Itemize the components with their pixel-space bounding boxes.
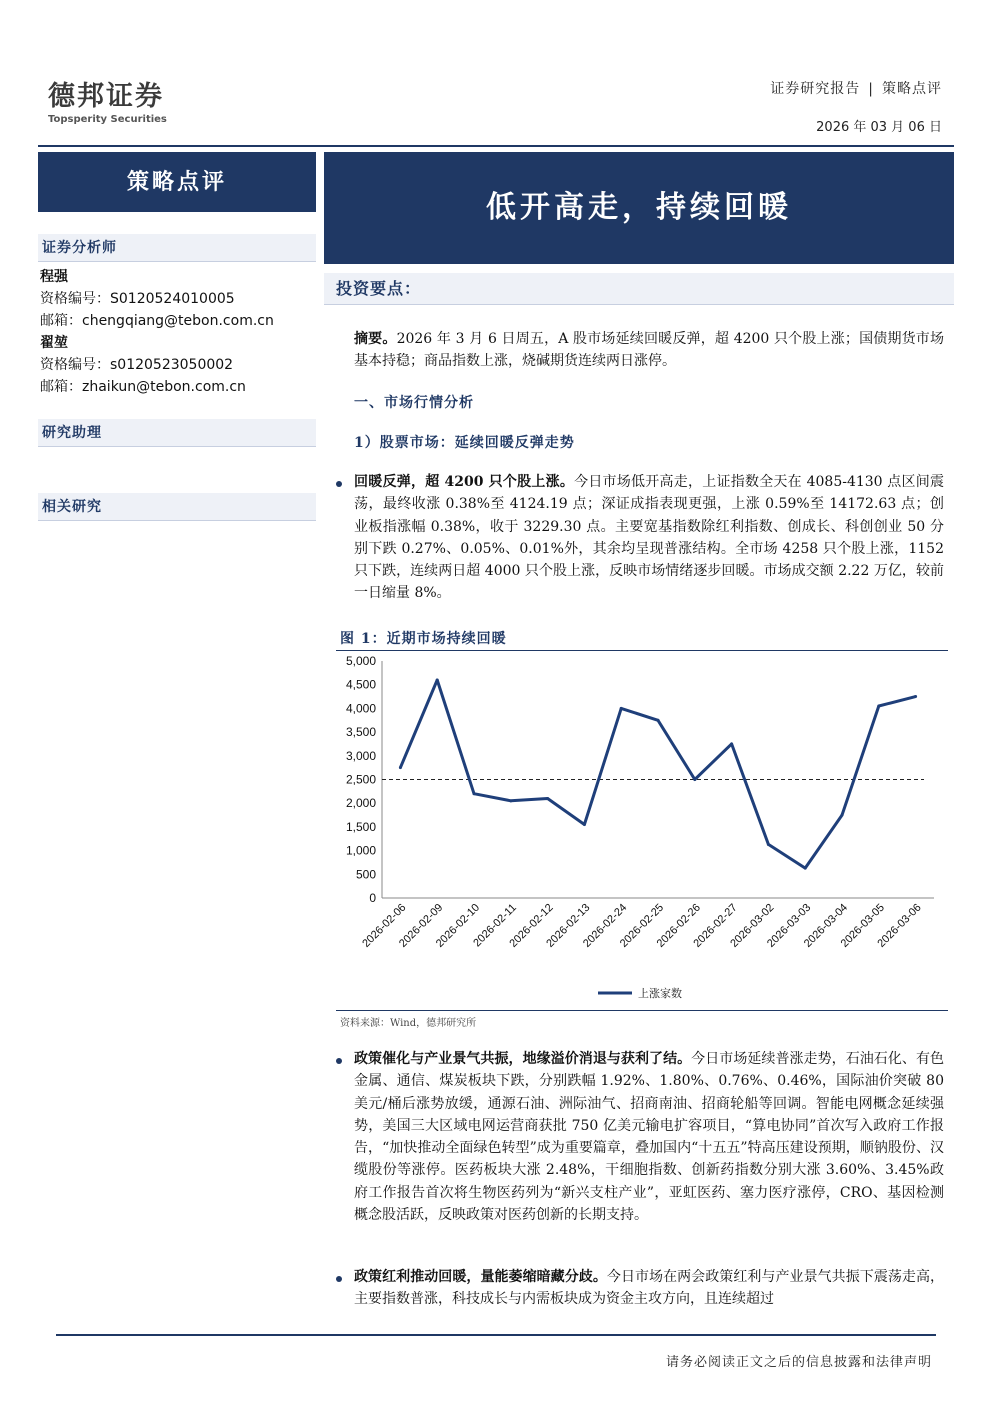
y-tick-label: 5,000 — [345, 654, 376, 668]
x-tick-label: 2026-02-26 — [654, 901, 703, 950]
x-tick-label: 2026-03-05 — [838, 901, 887, 950]
analyst-1 — [40, 266, 274, 398]
bullet-2-lead: 政策催化与产业景气共振，地缘溢价消退与获利了结。 — [354, 1051, 692, 1067]
company-logo — [48, 82, 167, 125]
bullet-3-lead: 政策红利推动回暖，量能萎缩暗藏分歧。 — [354, 1269, 607, 1285]
bullet-1-lead: 回暖反弹，超 4200 只个股上涨。 — [354, 474, 575, 490]
data-point — [730, 742, 733, 745]
report-type: 证券研究报告 — [770, 81, 861, 97]
x-tick-label: 2026-02-25 — [617, 901, 667, 950]
data-point — [509, 799, 512, 802]
figure-top-rule — [336, 650, 948, 651]
data-point — [620, 707, 623, 710]
x-tick-label: 2026-03-03 — [765, 901, 814, 950]
logo-main-text: 德邦证券 — [48, 81, 164, 112]
assistant-heading: 研究助理 — [38, 419, 316, 447]
data-point — [436, 678, 439, 681]
y-tick-label: 1,500 — [345, 819, 376, 834]
bullet-3-text: 今日市场在两会政策红利与产业景气共振下震荡走高，主要指数普涨，科技成长与内需板块成为资金主攻方向，且连续超过 — [354, 1269, 945, 1308]
bullet-paragraph-2 — [354, 1048, 944, 1226]
footer-disclaimer: 请务必阅读正文之后的信息披露和法律声明 — [665, 1355, 932, 1370]
figure-title: 图 1：近期市场持续回暖 — [340, 631, 507, 647]
x-tick-label: 2026-02-27 — [691, 901, 740, 950]
report-category: 策略点评 — [882, 81, 942, 97]
y-tick-label: 3,000 — [345, 748, 376, 763]
figure-source: 资料来源：Wind，德邦研究所 — [340, 1018, 477, 1029]
bullet-icon — [336, 1058, 342, 1064]
series-line — [400, 680, 915, 868]
bullet-1-text: 今日市场低开高走，上证指数全天在 4085-4130 点区间震荡，最终收涨 0.38%至 4124.19 点；深证成指表现更强，上涨 0.59%至 14172.63 点；创业板指涨幅 0.38%，收于 3229.30 点。主要宽基指数除红利指数、创成长、科创创业 50 分别下跌 0.27%、0.05%、0.01%外，其余均呈现普涨结构。全市场 4258 只个股上涨，1152 只下跌，连续两日超 4000 只个股上涨，反映市场情绪逐步回暖。市场成交额 2.22 万亿，较前一日缩量 8%。 — [354, 474, 944, 602]
data-point — [583, 823, 586, 826]
x-tick-label: 2026-02-12 — [507, 901, 556, 950]
bullet-icon — [336, 481, 342, 487]
x-tick-label: 2026-03-06 — [875, 901, 924, 950]
analyst-1-name: 程强 — [40, 269, 68, 285]
analyst-heading: 证券分析师 — [38, 234, 316, 262]
y-tick-label: 2,000 — [345, 796, 376, 811]
y-tick-label: 3,500 — [345, 725, 376, 740]
data-point — [804, 867, 807, 870]
sidebar-title: 策略点评 — [38, 152, 316, 212]
data-point — [693, 778, 696, 781]
bullet-paragraph-3 — [354, 1266, 944, 1311]
y-tick-label: 4,500 — [345, 677, 376, 692]
data-point — [767, 843, 770, 846]
summary-paragraph — [354, 328, 944, 373]
y-tick-label: 500 — [355, 867, 376, 882]
subsection-heading: 1）股票市场：延续回暖反弹走势 — [354, 435, 575, 451]
analyst-1-email[interactable]: 邮箱：chengqiang@tebon.com.cn — [40, 313, 274, 329]
summary-text: 2026 年 3 月 6 日周五，A 股市场延续回暖反弹，超 4200 只个股上涨；国债期货市场基本持稳；商品指数上涨，烧碱期货连续两日涨停。 — [354, 331, 944, 370]
data-point — [546, 797, 549, 800]
x-tick-label: 2026-02-06 — [360, 901, 409, 950]
x-tick-label: 2026-03-04 — [801, 901, 851, 950]
investment-heading: 投资要点： — [324, 273, 954, 305]
report-date: 2026 年 03 月 06 日 — [816, 120, 942, 135]
header-right — [770, 78, 942, 135]
bullet-icon — [336, 1276, 342, 1282]
x-tick-label: 2026-02-24 — [581, 901, 630, 950]
data-point — [877, 705, 880, 708]
legend-label: 上涨家数 — [638, 987, 682, 1000]
y-tick-label: 1,000 — [345, 843, 376, 858]
data-point — [399, 766, 402, 769]
analyst-2-email[interactable]: 邮箱：zhaikun@tebon.com.cn — [40, 379, 246, 395]
legend — [598, 986, 682, 1000]
analyst-2-cert: 资格编号：s0120523050002 — [40, 357, 234, 373]
report-title: 低开高走，持续回暖 — [324, 152, 954, 264]
y-tick-label: 0 — [369, 891, 376, 905]
data-point — [841, 814, 844, 817]
x-tick-label: 2026-02-13 — [544, 901, 593, 950]
analyst-1-cert: 资格编号：S0120524010005 — [40, 291, 235, 307]
header-divider — [38, 145, 954, 147]
x-axis — [360, 902, 923, 950]
data-point — [473, 792, 476, 795]
bullet-paragraph-1 — [354, 471, 944, 605]
x-tick-label: 2026-03-02 — [728, 901, 777, 950]
logo-sub-text: Topsperity Securities — [48, 114, 167, 125]
header-separator: | — [868, 81, 874, 97]
summary-label: 摘要。 — [354, 331, 397, 347]
related-research-heading: 相关研究 — [38, 493, 316, 521]
bullet-2-text: 今日市场延续普涨走势，石油石化、有色金属、通信、煤炭板块下跌，分别跌幅 1.92%、1.80%、0.76%、0.46%，国际油价突破 80 美元/桶后涨势放缓，通源石油、洲际油气、招商南油、招商轮船等回调。智能电网概念延续强势，美国三大区域电网运营商获批 750 亿美元输电扩容项目，“算电协同”首次写入政府工作报告，“加快推动全面绿色转型”成为重要篇章，叠加国内“十五五”特高压建设预期，顺钠股份、汉缆股份等涨停。医药板块大涨 2.48%，干细胞指数、创新药指数分别大涨 3.60%、3.45%政府工作报告首次将生物医药列为“新兴支柱产业”，亚虹医药、塞力医疗涨停，CRO、基因检测概念股活跃，反映政策对医药创新的长期支持。 — [354, 1051, 945, 1224]
data-point — [657, 719, 660, 722]
x-tick-label: 2026-02-09 — [397, 901, 446, 950]
section-heading: 一、市场行情分析 — [354, 395, 474, 411]
analyst-2-name: 翟堃 — [40, 335, 68, 351]
y-tick-label: 4,000 — [345, 701, 376, 716]
figure-bottom-rule — [336, 1010, 948, 1011]
y-tick-label: 2,500 — [345, 772, 376, 787]
footer-divider — [56, 1334, 936, 1336]
data-point — [914, 695, 917, 698]
line-chart — [336, 652, 948, 1008]
x-tick-label: 2026-02-10 — [433, 901, 483, 950]
x-tick-label: 2026-02-11 — [471, 901, 519, 950]
